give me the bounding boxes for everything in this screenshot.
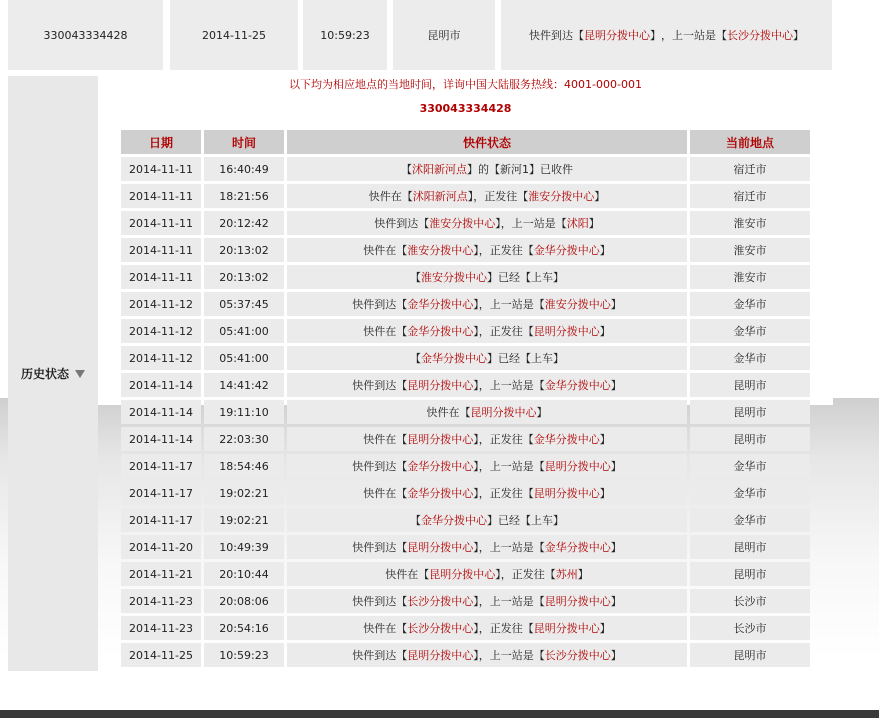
row-date: 2014-11-17 [121,454,201,478]
row-time: 16:40:49 [204,157,284,181]
status-location: 沭阳新河点 [412,190,468,203]
row-place: 金华市 [690,292,810,316]
status-text: 快件到达【 [374,217,430,230]
row-time: 19:02:21 [204,481,284,505]
status-location: 昆明分拨中心 [407,541,474,554]
row-status [287,157,687,181]
status-location: 昆明分拨中心 [533,325,600,338]
row-date: 2014-11-11 [121,157,201,181]
status-text: 【 [401,163,412,176]
row-status [287,265,687,289]
row-time: 20:54:16 [204,616,284,640]
status-text: 】，正发往【 [495,568,556,581]
row-time: 05:41:00 [204,319,284,343]
row-place: 金华市 [690,508,810,532]
status-location: 昆明分拨中心 [407,379,474,392]
row-time: 18:54:46 [204,454,284,478]
status-text: 快件在【 [363,487,408,500]
status-location: 淮安分拨中心 [429,217,496,230]
row-status [287,346,687,370]
table-row [121,454,810,478]
status-text: 快件在【 [385,568,430,581]
table-row [121,238,810,262]
row-place: 昆明市 [690,427,810,451]
status-location: 淮安分拨中心 [421,271,487,284]
row-place: 金华市 [690,481,810,505]
row-status [287,211,687,235]
header-place: 当前地点 [690,130,810,154]
status-location: 沭阳 [566,217,589,230]
row-place: 宿迁市 [690,157,810,181]
table-row [121,157,810,181]
table-row [121,211,810,235]
table-row [121,643,810,667]
row-time: 10:59:23 [204,643,284,667]
header-time: 时间 [204,130,284,154]
status-text: 】，正发往【 [473,244,534,257]
row-date: 2014-11-14 [121,400,201,424]
status-text: 快件在【 [363,622,408,635]
row-status [287,643,687,667]
status-text: 】已经【上车】 [487,271,564,284]
status-location: 金华分拨中心 [533,244,600,257]
status-text: 】，正发往【 [473,487,534,500]
status-text: 】，正发往【 [473,325,534,338]
row-status [287,616,687,640]
summary-city: 昆明市 [393,0,495,70]
status-location: 金华分拨中心 [407,325,474,338]
row-date: 2014-11-14 [121,427,201,451]
status-text: 】，上一站是【 [473,649,545,662]
status-location: 金华分拨中心 [421,352,487,365]
status-text: 快件在【 [363,325,408,338]
status-text: 】 [577,568,589,581]
summary-status-prefix: 快件到达 [529,29,573,42]
status-location: 长沙分拨中心 [407,622,474,635]
status-location: 金华分拨中心 [421,514,487,527]
row-place: 金华市 [690,454,810,478]
status-text: 】，上一站是【 [495,217,567,230]
row-date: 2014-11-11 [121,184,201,208]
tracking-number-heading: 330043334428 [419,102,512,115]
status-text: 快件在【 [426,406,471,419]
status-text: 】，上一站是【 [473,460,545,473]
row-place: 昆明市 [690,373,810,397]
status-text: 】 [594,190,606,203]
status-text: 】 [610,541,622,554]
status-text: 】 [599,487,611,500]
row-time: 19:11:10 [204,400,284,424]
table-row [121,373,810,397]
row-date: 2014-11-11 [121,265,201,289]
tracking-history-table [118,127,813,670]
status-text: 】，正发往【 [473,433,534,446]
row-place: 昆明市 [690,562,810,586]
table-row [121,265,810,289]
row-status [287,535,687,559]
status-location: 金华分拨中心 [544,379,611,392]
row-status [287,292,687,316]
row-time: 19:02:21 [204,508,284,532]
status-location: 昆明分拨中心 [533,622,600,635]
summary-date: 2014-11-25 [170,0,298,70]
status-location: 金华分拨中心 [533,433,600,446]
status-text: 快件到达【 [352,379,408,392]
status-text: 】 [610,595,622,608]
table-row [121,346,810,370]
row-status [287,238,687,262]
bottom-bar [0,710,879,718]
row-date: 2014-11-14 [121,373,201,397]
status-location: 淮安分拨中心 [528,190,595,203]
status-location: 金华分拨中心 [407,460,474,473]
status-location: 淮安分拨中心 [544,298,611,311]
table-row [121,292,810,316]
row-date: 2014-11-12 [121,292,201,316]
status-text: 快件到达【 [352,595,408,608]
status-text: 】，上一站是【 [473,298,545,311]
status-text: 快件在【 [363,244,408,257]
status-text: 】已经【上车】 [487,514,564,527]
status-location: 昆明分拨中心 [533,487,600,500]
status-text: 】 [610,649,622,662]
row-date: 2014-11-25 [121,643,201,667]
table-row [121,616,810,640]
status-text: 】，上一站是【 [473,595,545,608]
status-text: 】 [610,298,622,311]
status-text: 】，上一站是【 [473,541,545,554]
status-text: 快件到达【 [352,541,408,554]
summary-status-middle: ，上一站是 [661,29,716,42]
row-place: 昆明市 [690,643,810,667]
triangle-down-icon [75,370,85,378]
row-place: 金华市 [690,346,810,370]
status-text: 【 [410,352,421,365]
status-text: 】 [588,217,600,230]
summary-status-previous: 长沙分拨中心 [727,29,793,42]
row-time: 22:03:30 [204,427,284,451]
row-status [287,481,687,505]
table-row [121,184,810,208]
table-row [121,589,810,613]
row-time: 20:13:02 [204,238,284,262]
status-location: 昆明分拨中心 [429,568,496,581]
status-text: 】已经【上车】 [487,352,564,365]
row-date: 2014-11-12 [121,346,201,370]
status-text: 】 [599,433,611,446]
table-row [121,400,810,424]
row-date: 2014-11-21 [121,562,201,586]
row-status [287,508,687,532]
row-status [287,454,687,478]
status-location: 沭阳新河点 [412,163,467,176]
row-date: 2014-11-12 [121,319,201,343]
row-place: 长沙市 [690,616,810,640]
row-place: 宿迁市 [690,184,810,208]
summary-status-location: 昆明分拨中心 [584,29,650,42]
row-status [287,373,687,397]
status-text: 快件在【 [363,433,408,446]
status-text: 快件到达【 [352,649,408,662]
row-date: 2014-11-17 [121,508,201,532]
row-status [287,184,687,208]
status-text: 快件到达【 [352,460,408,473]
row-status [287,319,687,343]
status-location: 金华分拨中心 [407,487,474,500]
status-location: 长沙分拨中心 [544,649,611,662]
status-text: 【 [410,271,421,284]
row-date: 2014-11-23 [121,616,201,640]
row-time: 14:41:42 [204,373,284,397]
header-status: 快件状态 [287,130,687,154]
row-time: 18:21:56 [204,184,284,208]
row-time: 20:12:42 [204,211,284,235]
row-status [287,589,687,613]
row-time: 20:08:06 [204,589,284,613]
status-text: 】 [610,460,622,473]
row-status [287,427,687,451]
header-date: 日期 [121,130,201,154]
status-text: 】，上一站是【 [473,379,545,392]
row-place: 长沙市 [690,589,810,613]
row-status [287,562,687,586]
row-date: 2014-11-11 [121,238,201,262]
table-row [121,535,810,559]
status-location: 长沙分拨中心 [407,595,474,608]
status-location: 昆明分拨中心 [544,460,611,473]
row-date: 2014-11-11 [121,211,201,235]
status-location: 昆明分拨中心 [407,649,474,662]
status-text: 】 [610,379,622,392]
table-row [121,481,810,505]
status-text: 】 [536,406,548,419]
status-location: 金华分拨中心 [407,298,474,311]
status-text: 】，正发往【 [467,190,529,203]
status-text: 【 [410,514,421,527]
status-text: 】 [599,244,611,257]
status-location: 昆明分拨中心 [470,406,537,419]
summary-time: 10:59:23 [303,0,387,70]
local-time-notice: 以下均为相应地点的当地时间，详询中国大陆服务热线：4001-000-001 [289,78,642,91]
row-place: 淮安市 [690,265,810,289]
status-text: 】，正发往【 [473,622,534,635]
row-time: 05:41:00 [204,346,284,370]
table-header-row [121,130,810,154]
status-location: 淮安分拨中心 [407,244,474,257]
table-row [121,562,810,586]
status-text: 快件在【 [368,190,413,203]
summary-tracking-number: 330043334428 [8,0,163,70]
table-row [121,427,810,451]
status-location: 金华分拨中心 [544,541,611,554]
table-row [121,508,810,532]
status-text: 】 [599,325,611,338]
row-time: 20:10:44 [204,562,284,586]
row-status [287,400,687,424]
row-place: 淮安市 [690,238,810,262]
status-text: 】 [599,622,611,635]
row-date: 2014-11-23 [121,589,201,613]
history-toggle[interactable] [8,76,98,671]
table-row [121,319,810,343]
row-place: 昆明市 [690,400,810,424]
history-label: 历史状态 [20,367,69,381]
row-place: 昆明市 [690,535,810,559]
summary-status: 快件到达 【 昆明分拨中心 】 ，上一站是 【 长沙分拨中心 】 [501,0,832,70]
row-time: 20:13:02 [204,265,284,289]
status-location: 昆明分拨中心 [544,595,611,608]
row-place: 淮安市 [690,211,810,235]
row-time: 10:49:39 [204,535,284,559]
status-text: 快件到达【 [352,298,408,311]
row-time: 05:37:45 [204,292,284,316]
status-text: 】的【新河1】已收件 [467,163,573,176]
row-date: 2014-11-17 [121,481,201,505]
row-place: 金华市 [690,319,810,343]
status-location: 苏州 [555,568,578,581]
row-date: 2014-11-20 [121,535,201,559]
table-body [121,157,810,667]
status-location: 昆明分拨中心 [407,433,474,446]
